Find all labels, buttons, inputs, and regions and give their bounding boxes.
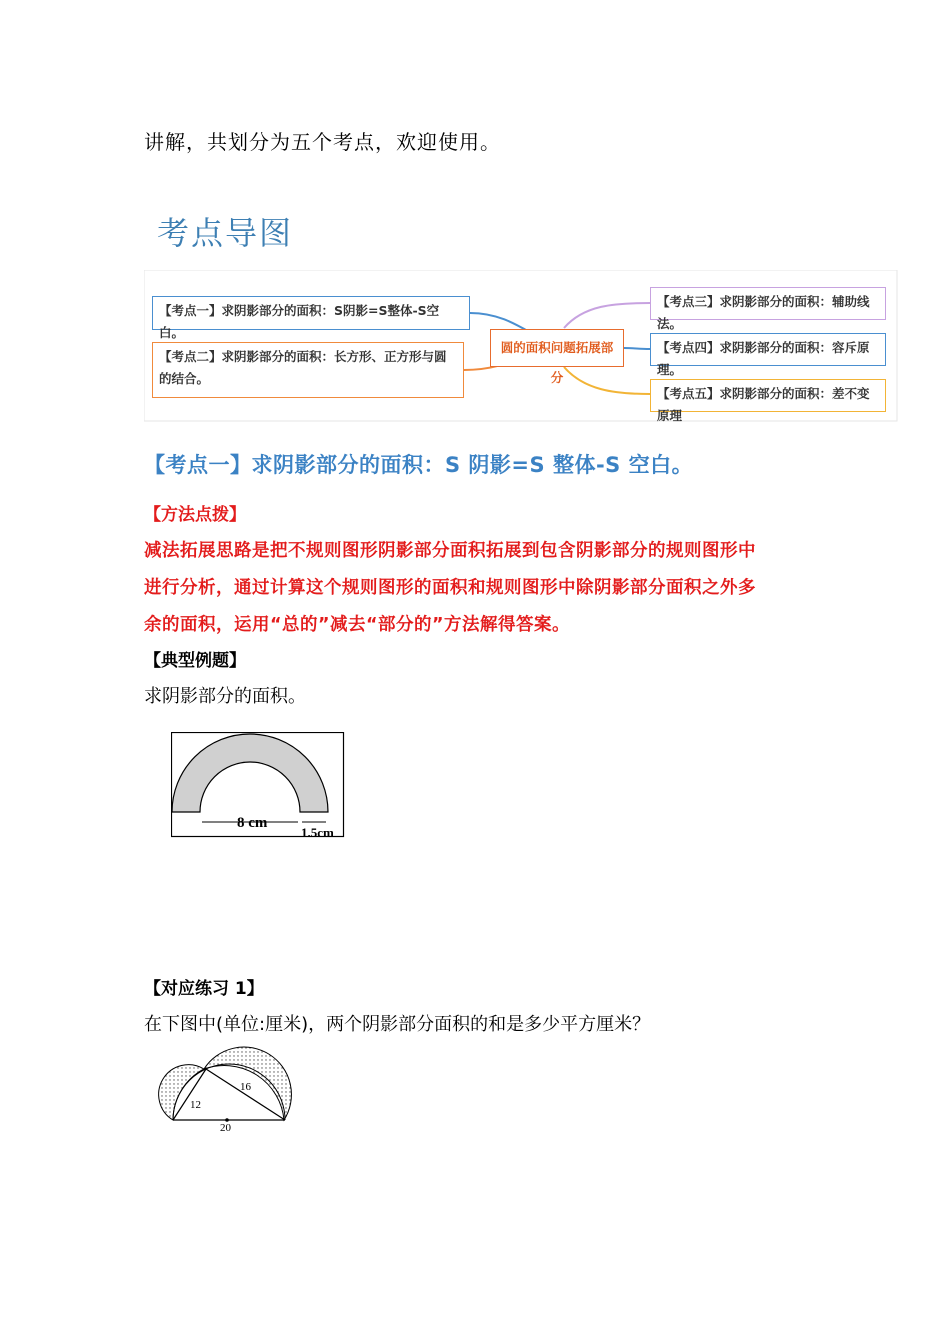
method-line: 减法拓展思路是把不规则图形阴影部分面积拓展到包含阴影部分的规则图形中 <box>144 541 756 561</box>
figure-semicircle-ring <box>171 732 347 840</box>
mindmap-node-4: 【考点四】求阴影部分的面积：容斥原理。 <box>650 333 886 366</box>
label-20: 20 <box>220 1122 231 1134</box>
practice-question: 在下图中(单位:厘米)，两个阴影部分面积的和是多少平方厘米？ <box>144 1014 651 1035</box>
method-body <box>144 533 824 644</box>
mindmap-center-node: 圆的面积问题拓展部分 <box>490 329 624 367</box>
example-label: 【典型例题】 <box>144 651 246 671</box>
example-question: 求阴影部分的面积。 <box>144 686 306 707</box>
intro-text: 讲解，共划分为五个考点，欢迎使用。 <box>144 130 501 154</box>
mindmap-node-5: 【考点五】求阴影部分的面积：差不变原理 <box>650 379 886 412</box>
figure-semicircles <box>156 1042 306 1134</box>
method-label: 【方法点拨】 <box>144 505 246 525</box>
mindmap-title: 考点导图 <box>157 214 294 252</box>
section-heading: 【考点一】求阴影部分的面积：S 阴影=S 整体-S 空白。 <box>144 453 694 477</box>
method-line: 余的面积，运用“总的”减去“部分的”方法解得答案。 <box>144 615 571 635</box>
shaded-region-left <box>159 1065 204 1120</box>
mindmap-node-1: 【考点一】求阴影部分的面积：S阴影=S整体-S空白。 <box>152 296 470 330</box>
label-12: 12 <box>190 1099 201 1111</box>
mindmap-node-3: 【考点三】求阴影部分的面积：辅助线法。 <box>650 287 886 320</box>
ring-width-label: 1.5cm <box>301 825 334 840</box>
method-line: 进行分析，通过计算这个规则图形的面积和规则图形中除阴影部分面积之外多 <box>144 578 756 598</box>
practice-label: 【对应练习 1】 <box>144 979 264 999</box>
mindmap-node-2: 【考点二】求阴影部分的面积：长方形、正方形与圆的结合。 <box>152 342 464 398</box>
inner-diameter-label: 8 cm <box>237 815 268 831</box>
label-16: 16 <box>240 1081 251 1093</box>
